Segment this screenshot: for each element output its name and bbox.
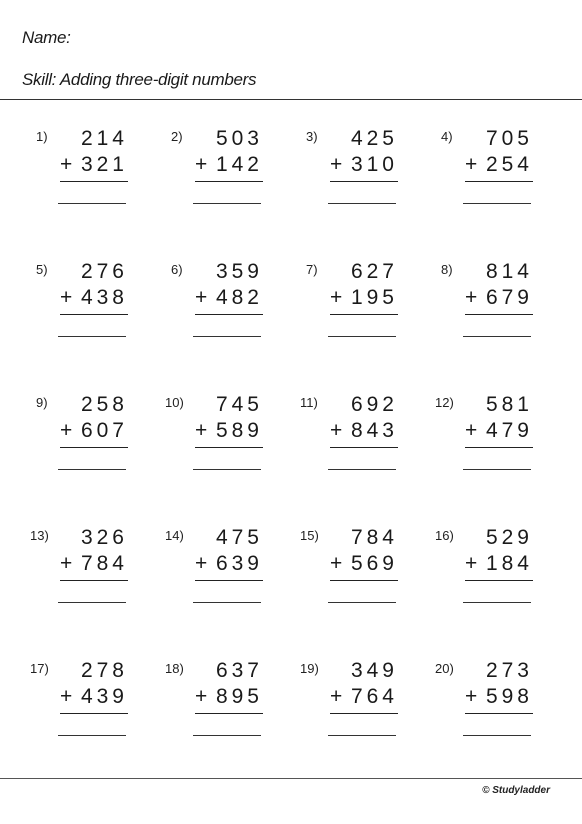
bottom-addend-row [465,419,533,448]
answer-line[interactable] [328,203,396,204]
plus-sign: + [330,286,343,309]
problem-number: 1) [36,129,48,144]
addition-problem [165,393,285,493]
problem-number: 12) [435,395,454,410]
top-addend: 425 [350,127,398,150]
plus-sign: + [60,153,73,176]
problem-number: 17) [30,661,49,676]
bottom-addend-row [465,552,533,581]
bottom-addend: 679 [485,286,533,309]
problem-number: 16) [435,528,454,543]
top-addend: 637 [215,659,263,682]
bottom-addend-row [60,419,128,448]
bottom-addend: 607 [80,419,128,442]
answer-line[interactable] [328,735,396,736]
plus-sign: + [330,153,343,176]
plus-sign: + [195,419,208,442]
answer-line[interactable] [193,469,261,470]
bottom-addend: 479 [485,419,533,442]
answer-line[interactable] [58,735,126,736]
bottom-addend: 439 [80,685,128,708]
copyright-text: © Studyladder [482,785,550,796]
bottom-addend: 569 [350,552,398,575]
plus-sign: + [195,153,208,176]
bottom-addend-row [60,685,128,714]
bottom-addend-row [60,153,128,182]
bottom-addend-row [330,286,398,315]
bottom-addend: 321 [80,153,128,176]
problem-number: 5) [36,262,48,277]
plus-sign: + [330,685,343,708]
top-addend: 359 [215,260,263,283]
bottom-addend: 895 [215,685,263,708]
addition-problem [306,127,426,227]
top-addend: 475 [215,526,263,549]
problem-number: 18) [165,661,184,676]
answer-line[interactable] [463,203,531,204]
answer-line[interactable] [58,602,126,603]
bottom-addend-row [195,419,263,448]
plus-sign: + [60,286,73,309]
bottom-addend-row [330,153,398,182]
plus-sign: + [465,286,478,309]
answer-line[interactable] [58,203,126,204]
footer-divider [0,778,582,779]
problem-number: 14) [165,528,184,543]
top-addend: 278 [80,659,128,682]
plus-sign: + [195,685,208,708]
bottom-addend-row [465,153,533,182]
bottom-addend-row [60,286,128,315]
problem-number: 2) [171,129,183,144]
bottom-addend: 598 [485,685,533,708]
addition-problem [435,393,555,493]
answer-line[interactable] [328,602,396,603]
top-addend: 784 [350,526,398,549]
bottom-addend-row [330,552,398,581]
addition-problem [435,526,555,626]
top-addend: 705 [485,127,533,150]
answer-line[interactable] [463,735,531,736]
answer-line[interactable] [193,735,261,736]
addition-problem [306,260,426,360]
addition-problem [30,526,150,626]
addition-problem [171,260,291,360]
top-addend: 692 [350,393,398,416]
bottom-addend: 310 [350,153,398,176]
bottom-addend: 142 [215,153,263,176]
addition-problem [300,659,420,759]
addition-problem [300,393,420,493]
bottom-addend-row [60,552,128,581]
plus-sign: + [195,286,208,309]
addition-problem [300,526,420,626]
addition-problem [36,393,156,493]
bottom-addend-row [195,286,263,315]
addition-problem [165,526,285,626]
bottom-addend-row [330,685,398,714]
top-addend: 529 [485,526,533,549]
top-addend: 258 [80,393,128,416]
problem-number: 8) [441,262,453,277]
addition-problem [36,260,156,360]
bottom-addend-row [195,685,263,714]
top-addend: 326 [80,526,128,549]
bottom-addend: 482 [215,286,263,309]
plus-sign: + [465,685,478,708]
bottom-addend: 784 [80,552,128,575]
plus-sign: + [60,419,73,442]
bottom-addend: 254 [485,153,533,176]
bottom-addend: 589 [215,419,263,442]
top-addend: 503 [215,127,263,150]
bottom-addend: 438 [80,286,128,309]
problem-number: 20) [435,661,454,676]
top-addend: 745 [215,393,263,416]
answer-line[interactable] [463,469,531,470]
answer-line[interactable] [193,602,261,603]
addition-problem [441,260,561,360]
addition-problem [36,127,156,227]
top-addend: 214 [80,127,128,150]
bottom-addend-row [330,419,398,448]
answer-line[interactable] [58,336,126,337]
bottom-addend-row [195,552,263,581]
addition-problem [165,659,285,759]
bottom-addend-row [465,286,533,315]
bottom-addend-row [195,153,263,182]
problem-number: 7) [306,262,318,277]
addition-problem [171,127,291,227]
plus-sign: + [60,552,73,575]
bottom-addend: 639 [215,552,263,575]
plus-sign: + [465,419,478,442]
plus-sign: + [60,685,73,708]
addition-problem [441,127,561,227]
plus-sign: + [330,419,343,442]
addition-problem [30,659,150,759]
problem-number: 15) [300,528,319,543]
problem-number: 13) [30,528,49,543]
top-addend: 814 [485,260,533,283]
name-field-label: Name: [22,28,71,47]
top-addend: 276 [80,260,128,283]
top-addend: 581 [485,393,533,416]
bottom-addend: 843 [350,419,398,442]
bottom-addend: 195 [350,286,398,309]
top-addend: 273 [485,659,533,682]
problem-number: 9) [36,395,48,410]
plus-sign: + [465,153,478,176]
answer-line[interactable] [193,203,261,204]
answer-line[interactable] [328,336,396,337]
plus-sign: + [465,552,478,575]
addition-problem [435,659,555,759]
answer-line[interactable] [328,469,396,470]
top-addend: 627 [350,260,398,283]
problem-number: 11) [300,395,318,410]
answer-line[interactable] [193,336,261,337]
skill-label: Skill: Adding three-digit numbers [22,70,257,89]
plus-sign: + [330,552,343,575]
answer-line[interactable] [463,602,531,603]
top-addend: 349 [350,659,398,682]
problem-number: 6) [171,262,183,277]
bottom-addend: 184 [485,552,533,575]
problem-number: 10) [165,395,184,410]
answer-line[interactable] [463,336,531,337]
plus-sign: + [195,552,208,575]
problem-number: 3) [306,129,318,144]
problem-number: 4) [441,129,453,144]
bottom-addend: 764 [350,685,398,708]
answer-line[interactable] [58,469,126,470]
problem-number: 19) [300,661,319,676]
bottom-addend-row [465,685,533,714]
